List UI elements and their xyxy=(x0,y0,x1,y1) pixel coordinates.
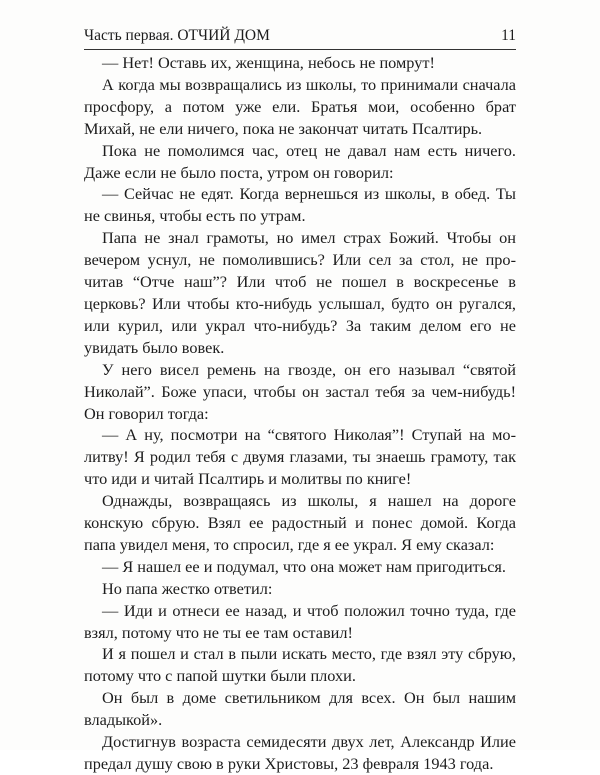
paragraph: — Я нашел ее и подумал, что она может нам пригодиться. xyxy=(102,556,506,576)
paragraph: — А ну, посмотри на “святого Николая”! Ступай на молитву! Я родил тебя с двумя глазами, ты знаешь грамоту, так что иди и читай Псалтирь и молитвы по книге! xyxy=(84,425,516,489)
paragraph: Достигнув возраста семидесяти двух лет, Александр Илие предал душу свою в руки Христовы, 23 февраля 1943 года. xyxy=(84,732,516,773)
header-rule xyxy=(84,49,516,50)
paragraph: У него висел ремень на гвозде, он его называл “святой Николай”. Боже упаси, чтобы он застал тебя за чем-нибудь! Он говорил тогда: xyxy=(84,359,516,423)
paragraph: А когда мы возвращались из школы, то принимали сначала просфору, а потом уже ели. Братья мои, особенно брат Михай, не ели ничего, пока не закончат читать Псалтирь. xyxy=(84,74,516,138)
header-chapter: ОТЧИЙ ДОМ xyxy=(177,27,270,44)
paragraph: Папа не знал грамоты, но имел страх Божий. Чтобы он вечером уснул, не помолившись? Или сел за стол, не прочитав “Отче наш”? Или чтоб не пошел в воскресенье в церковь? Или чтобы кто-нибудь услышал, будто он ругался, или курил, или украл что-нибудь? За таким делом его не увидать было вовек. xyxy=(84,228,516,357)
page-number: 11 xyxy=(501,27,516,44)
paragraph: Он был в доме светильником для всех. Он был нашим владыкой». xyxy=(84,688,516,730)
body-text xyxy=(84,52,516,775)
paragraph: Однажды, возвращаясь из школы, я нашел на дороге конскую сбрую. Взял ее радостный и понес домой. Когда папа увидел меня, то спросил, где я ее украл. Я ему сказал: xyxy=(84,491,516,554)
paragraph: И я пошел и стал в пыли искать место, где взял эту сбрую, потому что с папой шутки были плохи. xyxy=(84,644,516,686)
paragraph: — Иди и отнеси ее назад, и чтоб положил точно туда, где взял, потому что не ты ее там оставил! xyxy=(84,600,516,642)
paragraph: Но папа жестко ответил: xyxy=(102,578,273,598)
paragraph: — Нет! Оставь их, женщина, небось не помрут! xyxy=(102,53,435,72)
running-title xyxy=(84,26,270,46)
header-part: Часть первая. xyxy=(84,27,174,44)
paragraph: — Сейчас не едят. Когда вернешься из школы, в обед. Ты не свинья, чтобы есть по утрам. xyxy=(84,184,516,226)
running-header xyxy=(84,26,516,46)
paragraph: Пока не помолимся час, отец не давал нам есть ничего. Даже если не было поста, утром он говорил: xyxy=(84,140,516,182)
